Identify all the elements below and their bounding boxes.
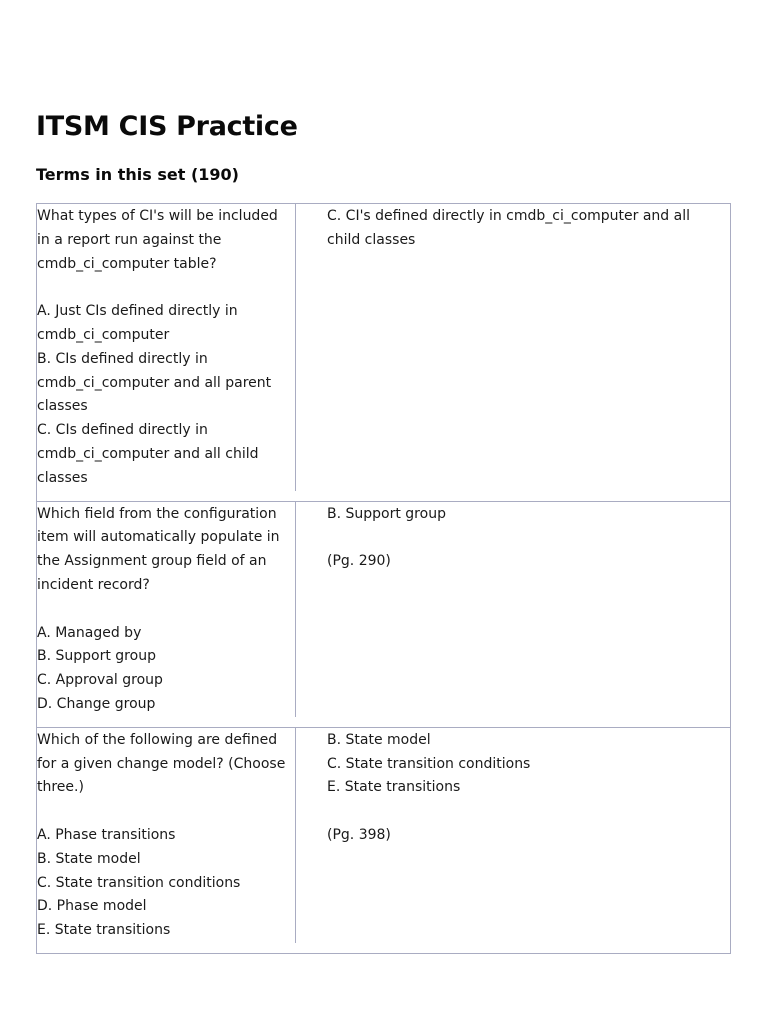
term-card-row — [37, 727, 730, 953]
term-answer: C. CI's defined directly in cmdb_ci_computer and all child classes — [327, 208, 690, 248]
page-title: ITSM CIS Practice — [36, 111, 298, 142]
term-answer: B. Support group (Pg. 290) — [327, 505, 446, 570]
term-question: What types of CI's will be included in a report run against the cmdb_ci_computer table? A. Just CIs defined directly in cmdb_ci_computer B. CIs defined directly in cmdb_ci_computer and all parent classes C. CIs defined directly in cmdb_ci_computer and all child classes — [37, 204, 296, 491]
terms-count-heading: Terms in this set (190) — [36, 165, 239, 184]
terms-table — [36, 203, 731, 954]
term-question: Which field from the configuration item will automatically populate in the Assignment group field of an incident record? A. Managed by B. Support group C. Approval group D. Change group — [37, 502, 296, 717]
term-answer: B. State model C. State transition conditions E. State transitions (Pg. 398) — [327, 731, 531, 843]
term-question: Which of the following are defined for a given change model? (Choose three.) A. Phase transitions B. State model C. State transition conditions D. Phase model E. State transitions — [37, 728, 296, 943]
term-card-row — [37, 204, 730, 501]
term-card-row — [37, 501, 730, 727]
